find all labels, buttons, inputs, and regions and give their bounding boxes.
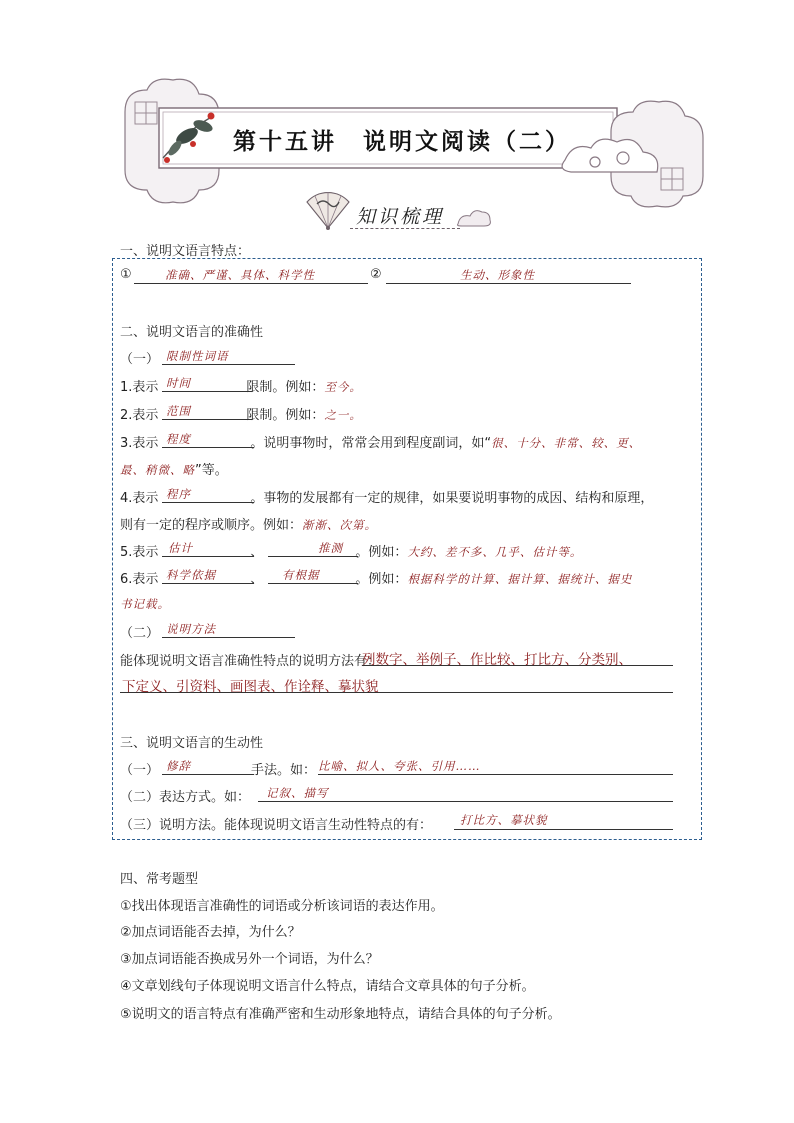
l5-post: 。例如： — [355, 545, 408, 560]
l6-sep: 、 — [250, 572, 264, 587]
s4-item-5: ⑤说明文的语言特点有准确严密和生动形象地特点，请结合具体的句子分析。 — [120, 1007, 561, 1022]
r2-answer: 记叙、描写 — [266, 786, 329, 800]
l4b-example: 渐渐、次第。 — [302, 518, 378, 532]
r1-label: （一） — [120, 763, 160, 778]
r1-answer: 修辞 — [166, 759, 191, 773]
s1-answer2: 生动、形象性 — [460, 268, 535, 282]
l5-blank1 — [162, 556, 254, 557]
s3-r2: （二）表达方式。如： — [120, 790, 251, 805]
s2-l3b — [120, 459, 228, 478]
s4-item-2: ②加点词语能否去掉，为什么？ — [120, 925, 301, 940]
l5-pre: 5.表示 — [120, 545, 159, 560]
s4-heading: 四、常考题型 — [120, 872, 199, 887]
l3-post: 。说明事物时，常常会用到程度副词，如“ — [250, 436, 492, 451]
methods-answer2: 下定义、引资料、画图表、作诠释、摹状貌 — [122, 679, 379, 695]
s2-l4b — [120, 514, 377, 533]
l6-answer1: 科学依据 — [166, 568, 216, 582]
r1-post: 手法。如： — [251, 763, 317, 778]
r3-answer: 打比方、摹状貌 — [460, 813, 548, 827]
l2-answer: 范围 — [166, 404, 191, 418]
l3b-example: 最、稍微、略 — [120, 463, 195, 477]
l3-answer: 程度 — [166, 432, 191, 446]
s3-heading: 三、说明文语言的生动性 — [120, 736, 264, 751]
l4b-text: 则有一定的程序或顺序。例如： — [120, 518, 303, 533]
l2-pre: 2.表示 — [120, 408, 159, 423]
s4-item-3: ③加点词语能否换成另外一个词语，为什么？ — [120, 952, 379, 967]
s2-l1 — [120, 376, 362, 395]
s2-l2 — [120, 404, 362, 423]
s2-l3 — [120, 432, 641, 451]
l4-post: 。事物的发展都有一定的规律，如果要说明事物的成因、结构和原理， — [250, 491, 654, 506]
s2-sub1 — [120, 348, 159, 367]
l6-blank1 — [162, 583, 254, 584]
s1-row — [120, 267, 132, 282]
section-title: 知识梳理 — [356, 206, 445, 228]
s2-sub2-blank — [162, 637, 295, 638]
s2-sub1-blank — [162, 364, 295, 365]
l2-post: 限制。例如： — [246, 408, 325, 423]
l4-pre: 4.表示 — [120, 491, 159, 506]
l2-blank — [162, 419, 252, 420]
r1-blank2 — [318, 774, 673, 775]
page-title: 第十五讲 说明文阅读（二） — [233, 128, 571, 155]
l6-example: 根据科学的计算、据计算、据统计、据史 — [407, 572, 633, 586]
s2-sub2-label: （二） — [120, 626, 160, 641]
l6b-example: 书记载。 — [120, 597, 170, 611]
l6-answer2: 有根据 — [282, 568, 320, 582]
l3b-post: ”等。 — [195, 463, 228, 478]
s3-r3: （三）说明方法。能体现说明文语言生动性特点的有： — [120, 818, 433, 833]
s2-sub2 — [120, 622, 159, 641]
l5-sep: 、 — [250, 545, 264, 560]
s1-heading: 一、说明文语言特点： — [120, 244, 251, 259]
r1-blank1 — [162, 774, 254, 775]
l1-post: 限制。例如： — [246, 380, 325, 395]
s1-n1: ① — [120, 267, 132, 282]
l3-example: 很、十分、非常、较、更、 — [491, 436, 642, 450]
l5-answer1: 估计 — [168, 541, 193, 555]
s1-blank2 — [386, 283, 631, 284]
s2-heading: 二、说明文语言的准确性 — [120, 325, 264, 340]
methods-answer1: 列数字、举例子、作比较、打比方、分类别、 — [362, 652, 632, 668]
fan-icon — [305, 190, 351, 230]
s2-methods: 能体现说明文语言准确性特点的说明方法有： — [120, 654, 381, 669]
l3-blank — [162, 447, 254, 448]
l3-pre: 3.表示 — [120, 436, 159, 451]
l1-pre: 1.表示 — [120, 380, 159, 395]
s2-l6b — [120, 596, 170, 612]
s2-l4 — [120, 487, 653, 506]
l4-answer: 程序 — [166, 487, 191, 501]
r2-blank — [258, 801, 673, 802]
s2-sub1-label: （一） — [120, 352, 160, 367]
s1-answer1: 准确、严谨、具体、科学性 — [165, 268, 315, 282]
r1-example: 比喻、拟人、夸张、引用…… — [318, 759, 481, 773]
l4-blank — [162, 502, 254, 503]
l6-post: 。例如： — [355, 572, 408, 587]
l6-pre: 6.表示 — [120, 572, 159, 587]
s1-n2: ② — [370, 267, 382, 282]
s3-r1 — [120, 759, 316, 778]
s4-item-4: ④文章划线句子体现说明文语言什么特点，请结合文章具体的句子分析。 — [120, 979, 535, 994]
s1-blank1 — [134, 283, 368, 284]
l1-example: 至今。 — [324, 380, 362, 394]
s4-item-1: ①找出体现语言准确性的词语或分析该词语的表达作用。 — [120, 899, 444, 914]
l5-answer2: 推测 — [318, 541, 343, 555]
l2-example: 之一。 — [324, 408, 362, 422]
s2-sub1-answer: 限制性词语 — [166, 349, 229, 363]
l1-answer: 时间 — [166, 376, 191, 390]
s2-sub2-answer: 说明方法 — [166, 622, 216, 636]
cloud-icon — [454, 206, 494, 230]
l6-blank2 — [268, 583, 358, 584]
l5-example: 大约、差不多、几乎、估计等。 — [407, 545, 583, 559]
l5-blank2 — [268, 556, 358, 557]
r3-blank — [454, 829, 673, 830]
l1-blank — [162, 391, 252, 392]
